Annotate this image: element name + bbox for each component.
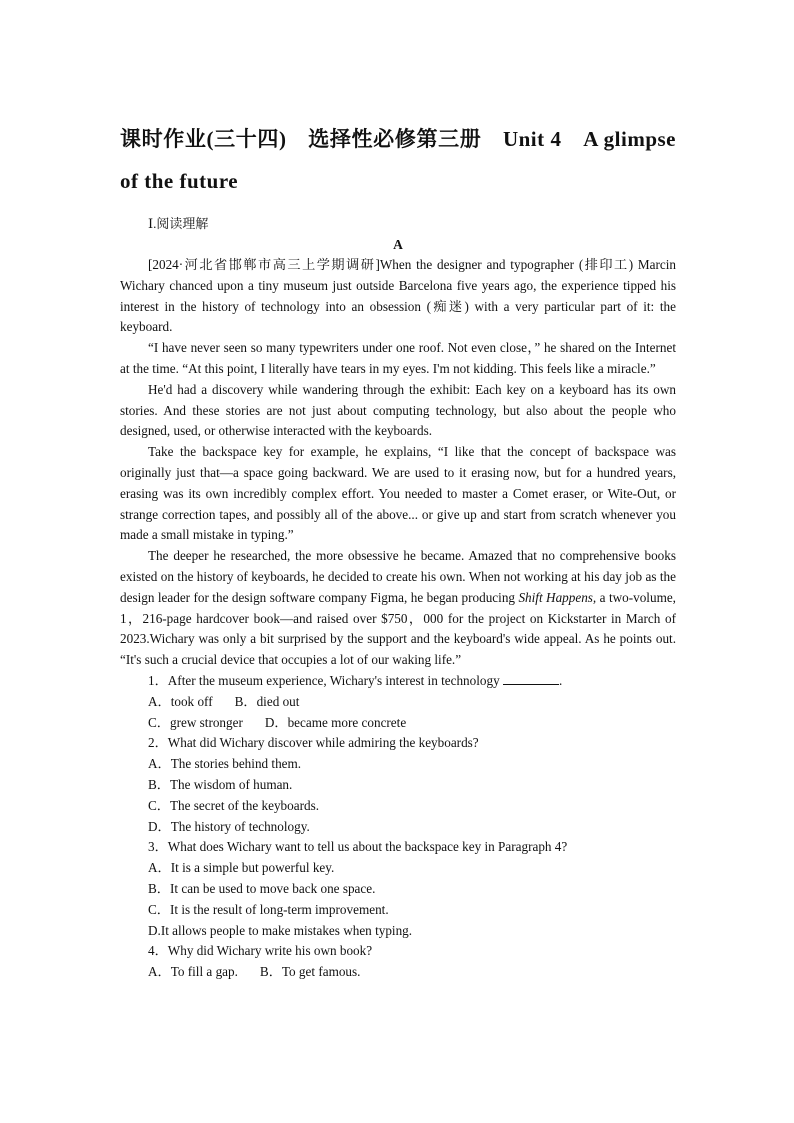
paragraph-1: [2024·河北省邯郸市高三上学期调研]When the designer and typographer (排印工) Marcin Wichary chanced upon a tiny museum just outside Barcelona five years ago, the experience tipped his interest in the history of technology into an obsession (痴迷) with a very particular part of it: the keyboard.	[120, 257, 676, 335]
paragraph-4: Take the backspace key for example, he explains, “I like that the concept of backspace was originally just that—a space going backward. We are used to it erasing now, but for a hundred years, erasing was its own incredibly complex effort. You needed to master a Comet eraser, or Wite-Out, or strange correction tapes, and possibly all of the above... or give up and start from scratch whenever you made a small mistake in typing.”	[120, 444, 676, 543]
paragraph-5-part-2: a two-volume, 1，216-page hardcover book—and raised over $750，000 for the project on Kickstarter in March of 2023.Wichary was only a bit surprised by the support and the keyboard's wide appeal. As he points out. “It's such a crucial device that occupies a lot of our waking life.”	[120, 589, 676, 668]
question-1-end: .	[559, 672, 563, 688]
option-a: A．To fill a gap.	[148, 964, 238, 980]
question-4-options-ab	[120, 962, 676, 983]
option-c: C．The secret of the keyboards.	[148, 797, 320, 813]
option-b: B．To get famous.	[259, 964, 361, 980]
option-d: D.It allows people to make mistakes when typing.	[148, 922, 413, 938]
passage-label: A	[393, 237, 403, 252]
paragraph-5	[120, 546, 676, 671]
option-a: A．The stories behind them.	[148, 756, 302, 772]
option-c: C．It is the result of long-term improvement.	[148, 901, 389, 917]
option-b: B．died out	[234, 693, 300, 709]
question-1-options-cd	[120, 713, 676, 734]
question-4: 4．Why did Wichary write his own book?	[148, 943, 373, 959]
question-3: 3．What does Wichary want to tell us about the backspace key in Paragraph 4?	[148, 839, 568, 855]
book-title: Shift Happens,	[518, 589, 597, 605]
option-c: C．grew stronger	[148, 714, 243, 730]
paragraph-3: He'd had a discovery while wandering through the exhibit: Each key on a keyboard has its own stories. And these stories are not just about computing technology, but also about the people who designed, used, or otherwise interacted with the keyboards.	[120, 381, 676, 439]
option-b: B．It can be used to move back one space.	[148, 880, 376, 896]
answer-blank	[503, 672, 559, 685]
section-heading: Ⅰ.阅读理解	[148, 216, 209, 231]
option-d: D．The history of technology.	[148, 818, 310, 834]
question-1	[120, 671, 676, 692]
option-b: B．The wisdom of human.	[148, 776, 293, 792]
option-a: A．took off	[148, 693, 213, 709]
question-1-options-ab	[120, 692, 676, 713]
page-title: 课时作业(三十四) 选择性必修第三册 Unit 4 A glimpse of the future	[120, 127, 676, 193]
question-2: 2．What did Wichary discover while admiring the keyboards?	[148, 735, 479, 751]
option-a: A．It is a simple but powerful key.	[148, 860, 335, 876]
passage-body	[120, 255, 676, 983]
option-d: D．became more concrete	[264, 714, 407, 730]
paragraph-2: “I have never seen so many typewriters under one roof. Not even close，” he shared on the Internet at the time. “At this point, I literally have tears in my eyes. I'm not kidding. This feels like a miracle.”	[120, 340, 676, 376]
paragraph-5-part-1: The deeper he researched, the more obsessive he became. Amazed that no comprehensive books existed on the history of keyboards, he decided to create his own. When not working at his day job as the design leader for the design software company Figma, he began producing	[120, 548, 676, 605]
question-1-stem: 1．After the museum experience, Wichary's interest in technology	[148, 672, 503, 688]
